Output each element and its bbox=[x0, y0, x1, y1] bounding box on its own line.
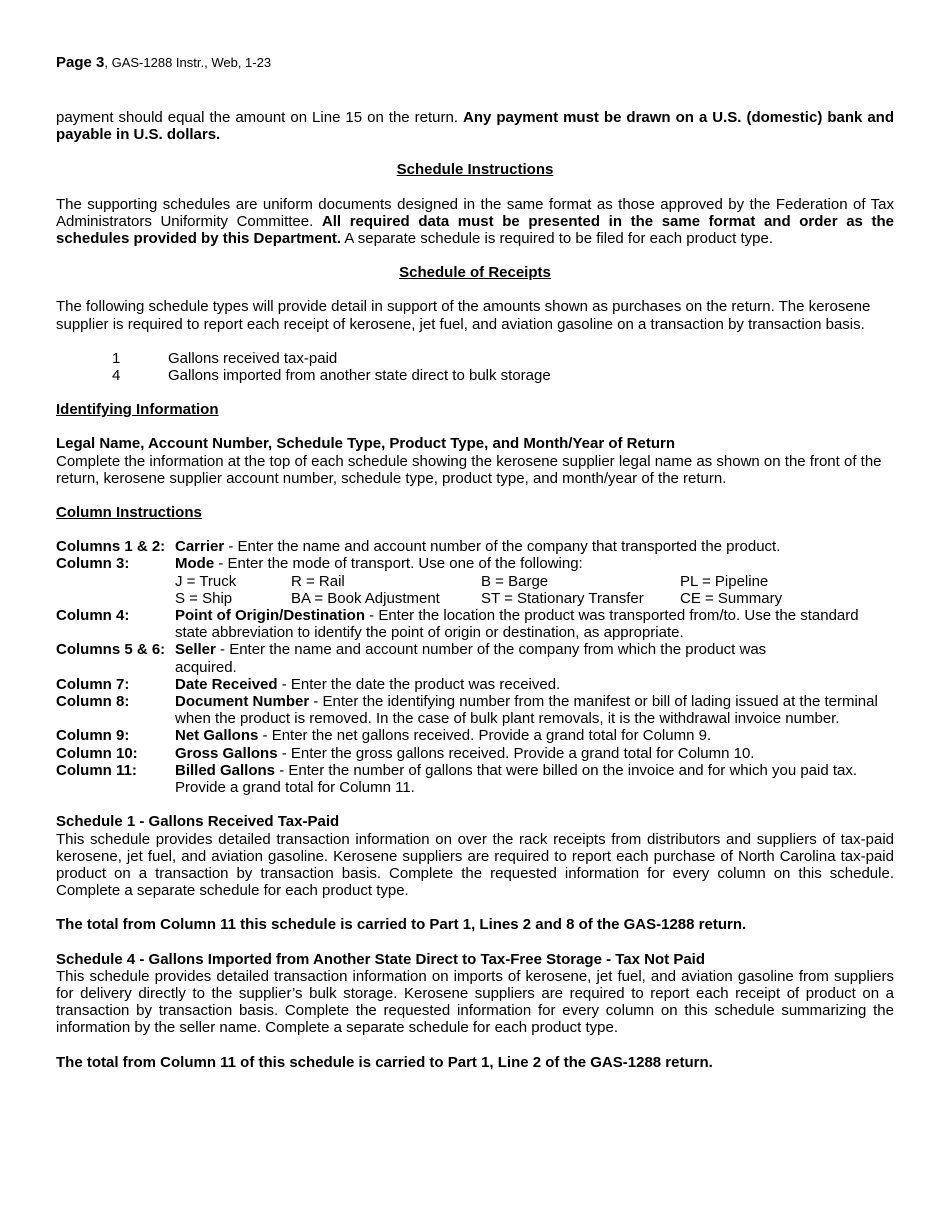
column-row bbox=[56, 555, 894, 607]
column-text: - Enter the identifying number from the manifest or bill of lading issued at the terminal when the product is removed. In the case of bulk plant removals, it is the withdrawal invoice number. bbox=[175, 693, 878, 728]
column-label: Columns 5 & 6: bbox=[56, 641, 166, 659]
column-row bbox=[56, 676, 894, 693]
column-row bbox=[56, 641, 894, 675]
column-label: Columns 1 & 2: bbox=[56, 538, 166, 556]
schedule1-total-note: The total from Column 11 this schedule is carried to Part 1, Lines 2 and 8 of the GAS-1288 return. bbox=[56, 916, 747, 934]
schedule-type-label: Gallons imported from another state direct to bulk storage bbox=[168, 367, 551, 385]
schedule-type-number: 1 bbox=[112, 349, 121, 367]
column-row bbox=[56, 538, 894, 555]
identifying-paragraph: Complete the information at the top of each schedule showing the kerosene supplier legal name as shown on the front of the return, kerosene supplier account number, schedule type, product type, and month/year of the return. bbox=[56, 452, 882, 487]
column-text: - Enter the name and account number of the company that transported the product. bbox=[224, 538, 781, 556]
column-text: - Enter the mode of transport. Use one of the following: bbox=[214, 555, 583, 573]
column-row bbox=[56, 693, 894, 727]
schedule-instructions-bold: All required data must be presented in the same format and order as the schedules provided by this Department. bbox=[56, 212, 894, 248]
schedule1-title: Schedule 1 - Gallons Received Tax-Paid bbox=[56, 813, 340, 831]
schedule-instructions-text-2: A separate schedule is required to be filed for each product type. bbox=[341, 230, 774, 248]
column-instructions-list bbox=[56, 538, 894, 796]
mode-code: ST = Stationary Transfer bbox=[481, 589, 644, 607]
intro-bold-text: Any payment must be drawn on a U.S. (domestic) bank and payable in U.S. dollars. bbox=[56, 109, 895, 144]
column-term: Point of Origin/Destination bbox=[175, 607, 365, 625]
mode-code: B = Barge bbox=[481, 572, 549, 590]
schedule-receipts-paragraph: The following schedule types will provide detail in support of the amounts shown as purchases on the return. The kerosene supplier is required to report each receipt of kerosene, jet fuel, and aviation gasoline on a transaction by transaction basis. bbox=[56, 298, 871, 333]
column-description bbox=[175, 641, 894, 675]
mode-code: J = Truck bbox=[175, 572, 237, 590]
column-label: Column 8: bbox=[56, 693, 130, 711]
column-term: Mode bbox=[175, 555, 215, 573]
schedule4-title: Schedule 4 - Gallons Imported from Another State Direct to Tax-Free Storage - Tax Not Paid bbox=[56, 950, 705, 968]
column-term: Carrier bbox=[175, 538, 225, 556]
column-label: Column 3: bbox=[56, 555, 130, 573]
schedule-instructions-title: Schedule Instructions bbox=[396, 161, 554, 179]
column-text: - Enter the number of gallons that were billed on the invoice and for which you paid tax. Provide a grand total for Column 11. bbox=[175, 761, 858, 797]
identifying-subtitle: Legal Name, Account Number, Schedule Type, Product Type, and Month/Year of Return bbox=[56, 435, 675, 453]
column-label: Column 10: bbox=[56, 744, 138, 762]
schedule-instructions-text: The supporting schedules are uniform documents designed in the same format as those approved by the Federation of Tax Administrators Uniformity Committee. bbox=[56, 195, 894, 230]
column-row bbox=[56, 762, 894, 796]
column-description bbox=[175, 762, 894, 796]
identifying-title: Identifying Information bbox=[56, 401, 219, 419]
column-description bbox=[175, 538, 894, 555]
column-row bbox=[56, 607, 894, 641]
schedule1-paragraph: This schedule provides detailed transaction information on over the rack receipts from distributors and suppliers of tax-paid kerosene, jet fuel, and aviation gasoline. Kerosene suppliers are required to report each purchase of North Carolina tax-paid product on a transaction by transaction basis. Complete the requested information for every column on this schedule. Complete a separate schedule for each product type. bbox=[56, 830, 894, 900]
page-number: Page 3 bbox=[56, 54, 105, 71]
schedule-type-label: Gallons received tax-paid bbox=[168, 349, 338, 367]
form-reference: , GAS-1288 Instr., Web, 1-23 bbox=[104, 55, 272, 70]
list-item bbox=[112, 350, 894, 367]
column-text: - Enter the location the product was transported from/to. Use the standard state abbreviation to identify the point of origin or destination, as appropriate. bbox=[175, 607, 859, 642]
column-description bbox=[175, 676, 894, 693]
column-text: - Enter the name and account number of the company from which the product was acquired. bbox=[175, 641, 767, 676]
column-description bbox=[175, 607, 894, 641]
mode-code: S = Ship bbox=[175, 589, 233, 607]
column-term: Net Gallons bbox=[175, 727, 259, 745]
schedule-receipts-title: Schedule of Receipts bbox=[399, 264, 551, 282]
column-text: - Enter the net gallons received. Provide a grand total for Column 9. bbox=[258, 727, 712, 745]
mode-code: PL = Pipeline bbox=[680, 572, 769, 590]
column-row bbox=[56, 727, 894, 744]
column-term: Date Received bbox=[175, 675, 278, 693]
column-description bbox=[175, 727, 894, 744]
column-label: Column 9: bbox=[56, 727, 130, 745]
column-label: Column 4: bbox=[56, 607, 130, 625]
mode-code: BA = Book Adjustment bbox=[291, 589, 440, 607]
intro-text: payment should equal the amount on Line 15 on the return. bbox=[56, 109, 464, 126]
column-term: Document Number bbox=[175, 693, 310, 711]
schedule-type-list bbox=[112, 350, 894, 384]
page-header bbox=[56, 54, 271, 71]
mode-code: CE = Summary bbox=[680, 589, 783, 607]
column-text: - Enter the date the product was received. bbox=[277, 675, 561, 693]
column-term: Gross Gallons bbox=[175, 744, 278, 762]
mode-code: R = Rail bbox=[291, 572, 345, 590]
column-term: Billed Gallons bbox=[175, 761, 276, 779]
column-description bbox=[175, 693, 894, 727]
schedule4-paragraph: This schedule provides detailed transaction information on imports of kerosene, jet fuel, and aviation gasoline from suppliers for delivery directly to the supplier’s bulk storage. Kerosene suppliers are required to report each receipt of product on a transaction by transaction basis. Complete the requested information for every column on this schedule summarizing the information by the seller name. Complete a separate schedule for each product type. bbox=[56, 967, 894, 1037]
column-label: Column 11: bbox=[56, 761, 137, 779]
column-instructions-title: Column Instructions bbox=[56, 504, 202, 522]
column-description bbox=[175, 555, 894, 607]
schedule-instructions-paragraph bbox=[56, 196, 894, 248]
list-item bbox=[112, 367, 894, 384]
intro-paragraph bbox=[56, 109, 894, 143]
column-description bbox=[175, 745, 894, 762]
main-content bbox=[56, 109, 894, 1071]
transport-mode-grid bbox=[175, 573, 894, 607]
column-text: - Enter the gross gallons received. Provide a grand total for Column 10. bbox=[277, 744, 755, 762]
column-term: Seller bbox=[175, 641, 216, 659]
column-label: Column 7: bbox=[56, 675, 130, 693]
schedule-type-number: 4 bbox=[112, 367, 121, 385]
column-row bbox=[56, 745, 894, 762]
schedule4-total-note: The total from Column 11 of this schedule is carried to Part 1, Line 2 of the GAS-1288 return. bbox=[56, 1053, 713, 1071]
